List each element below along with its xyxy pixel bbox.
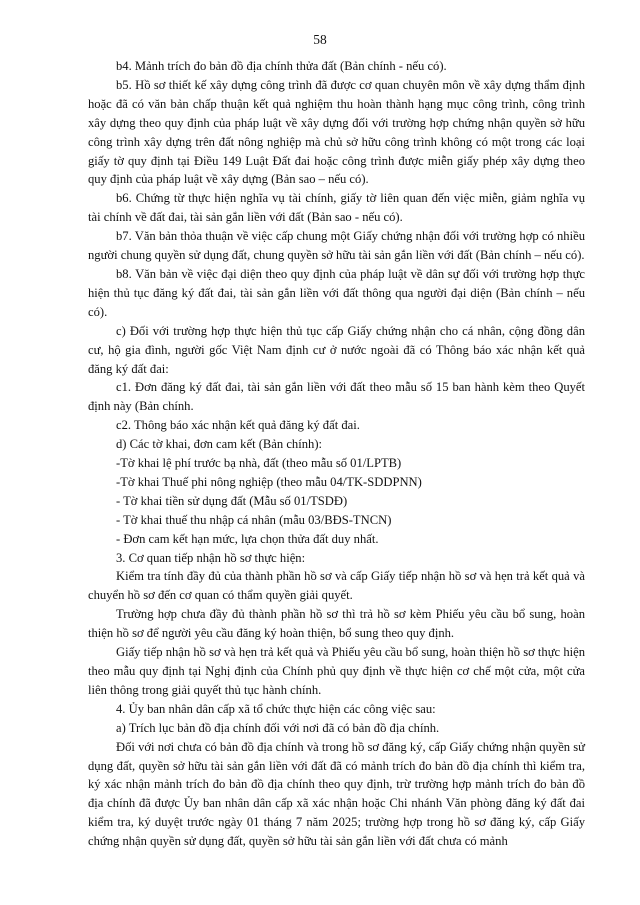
section-heading-3: 3. Cơ quan tiếp nhận hồ sơ thực hiện: (116, 550, 306, 565)
list-item-lptb: -Tờ khai lệ phí trước bạ nhà, đất (theo mẫu số 01/LPTB) (116, 456, 402, 471)
paragraph-b6: b6. Chứng từ thực hiện nghĩa vụ tài chính, giấy tờ liên quan đến việc miễn, giảm nghĩa vụ tài chính về đất đai, tài sản gắn liền với đất (Bản sao - nếu có). (88, 191, 585, 225)
paragraph-c: c) Đối với trường hợp thực hiện thủ tục cấp Giấy chứng nhận cho cá nhân, cộng đồng dân cư, hộ gia đình, người gốc Việt Nam định cư ở nước ngoài đã có Thông báo xác nhận kết quả đăng ký đất đai: (88, 323, 585, 376)
paragraph-giay-tiep-nhan: Giấy tiếp nhận hồ sơ và hẹn trả kết quả và Phiếu yêu cầu bổ sung, hoàn thiện hồ sơ thực hiện theo mẫu quy định tại Nghị định của Chính phủ quy định về thực hiện cơ chế một cửa, một cửa liên thông trong giải quyết thủ tục hành chính. (88, 645, 585, 697)
paragraph-doi-voi: Đối với nơi chưa có bản đồ địa chính và trong hồ sơ đăng ký, cấp Giấy chứng nhận quyền sử dụng đất, quyền sở hữu tài sản gắn liền với đất đã có mảnh trích đo bản đồ địa chính thì kiểm tra, ký xác nhận mảnh trích đo bản đồ địa chính theo quy định, trừ trường hợp mảnh trích đo bản đồ địa chính đã được Ủy ban nhân dân cấp xã xác nhận hoặc Chi nhánh Văn phòng đăng ký đất đai kiểm tra, ký duyệt trước ngày 01 tháng 7 năm 2025; trường hợp trong hồ sơ đăng ký, cấp Giấy chứng nhận quyền sử dụng đất, quyền sở hữu tài sản gắn liền với đất chưa có mảnh (88, 739, 585, 849)
paragraph-a: a) Trích lục bản đồ địa chính đối với nơi đã có bản đồ địa chính. (116, 720, 440, 735)
paragraph-kiem-tra: Kiểm tra tính đầy đủ của thành phần hồ sơ và cấp Giấy tiếp nhận hồ sơ và hẹn trả kết quả và chuyển hồ sơ đến cơ quan có thẩm quyền giải quyết. (88, 569, 585, 603)
paragraph-c2: c2. Thông báo xác nhận kết quả đăng ký đất đai. (116, 418, 360, 433)
paragraph-d: d) Các tờ khai, đơn cam kết (Bản chính): (116, 437, 323, 452)
paragraph-b7: b7. Văn bản thỏa thuận về việc cấp chung một Giấy chứng nhận đối với trường hợp có nhiều người chung quyền sử dụng đất, chung quyền sở hữu tài sản gắn liền với đất (Bản chính – nếu có). (88, 229, 585, 263)
list-item-tncn: - Tờ khai thuế thu nhập cá nhân (mẫu 03/BĐS-TNCN) (116, 512, 392, 527)
document-body (88, 57, 585, 851)
paragraph-b4: b4. Mảnh trích đo bản đồ địa chính thửa đất (Bản chính - nếu có). (116, 59, 447, 73)
list-item-sddpnn: -Tờ khai Thuế phi nông nghiệp (theo mẫu 04/TK-SDDPNN) (116, 474, 422, 489)
paragraph-b5: b5. Hồ sơ thiết kế xây dựng công trình đã được cơ quan chuyên môn về xây dựng thẩm định hoặc đã có văn bản chấp thuận kết quả nghiệm thu hoàn thành hạng mục công trình, công trình xây dựng theo quy định của pháp luật về xây dựng đối với trường hợp chứng nhận quyền sở hữu công trình xây dựng trên đất nông nghiệp mà chủ sở hữu công trình không có một trong các loại giấy tờ quy định tại Điều 149 Luật Đất đai hoặc công trình được miễn giấy phép xây dựng theo quy định của pháp luật về xây dựng (Bản sao – nếu có). (88, 77, 585, 187)
paragraph-b8: b8. Văn bản về việc đại diện theo quy định của pháp luật về dân sự đối với trường hợp thực hiện thủ tục đăng ký đất đai, tài sản gắn liền với đất thông qua người đại diện (Bản chính – nếu có). (88, 266, 585, 319)
list-item-tsdd: - Tờ khai tiền sử dụng đất (Mẫu số 01/TSDĐ) (116, 493, 348, 508)
paragraph-c1: c1. Đơn đăng ký đất đai, tài sản gắn liền với đất theo mẫu số 15 ban hành kèm theo Quyết định này (Bản chính. (88, 380, 585, 414)
paragraph-truong-hop: Trường hợp chưa đầy đủ thành phần hồ sơ thì trả hồ sơ kèm Phiếu yêu cầu bổ sung, hoàn thiện hồ sơ để người yêu cầu đăng ký hoàn thiện, bổ sung theo quy định. (88, 607, 585, 641)
page-number: 58 (313, 32, 327, 47)
section-heading-4: 4. Ủy ban nhân dân cấp xã tổ chức thực hiện các công việc sau: (116, 701, 436, 716)
list-item-cam-ket: - Đơn cam kết hạn mức, lựa chọn thửa đất duy nhất. (116, 531, 379, 546)
